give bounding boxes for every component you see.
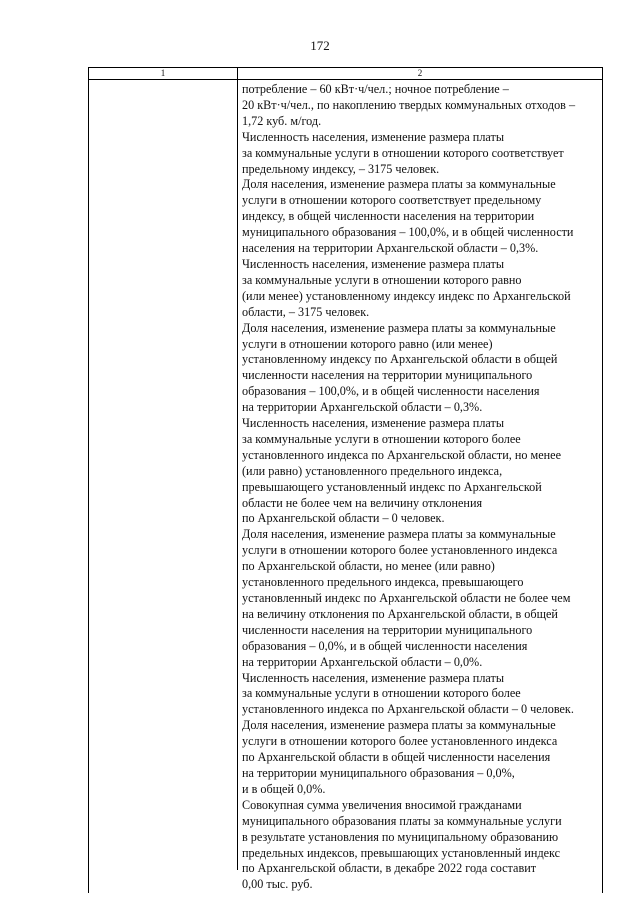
text-line: услуги в отношении которого более установленного индекса	[242, 734, 558, 749]
text-line: индексу, в общей численности населения на территории	[242, 209, 535, 224]
column-2-cell	[238, 80, 602, 893]
text-line: в результате установления по муниципальному образованию	[242, 829, 559, 844]
text-line: на территории Архангельской области – 0,3%.	[242, 400, 483, 415]
text-line: предельных индексов, превышающих установленный индекс	[242, 845, 561, 860]
text-line: установленного предельного индекса, превышающего	[242, 575, 524, 590]
column-1-cell	[89, 80, 238, 870]
text-line: услуги в отношении которого более установленного индекса	[242, 543, 558, 558]
text-line: численности населения на территории муниципального	[242, 622, 533, 637]
text-line: на территории Архангельской области – 0,0%.	[242, 654, 483, 669]
column-header-1: 1	[89, 68, 238, 79]
text-line: установленный индекс по Архангельской области не более чем	[242, 591, 571, 605]
document-table	[88, 67, 603, 893]
text-line: 0,00 тыс. руб.	[242, 877, 313, 892]
text-line: Численность населения, изменение размера платы	[242, 129, 505, 144]
column-header-2: 2	[417, 68, 423, 78]
text-line: области, – 3175 человек.	[242, 304, 370, 319]
text-line: услуги в отношении которого соответствует предельному	[242, 193, 542, 208]
text-line: 1,72 куб. м/год.	[242, 113, 322, 128]
text-line: Доля населения, изменение размера платы за коммунальные	[242, 718, 556, 733]
text-line: потребление – 60 кВт·ч/чел.; ночное потребление –	[242, 82, 509, 96]
text-line: Численность населения, изменение размера платы	[242, 416, 505, 431]
text-line: за коммунальные услуги в отношении которого равно	[242, 272, 522, 287]
text-line: и в общей 0,0%.	[242, 781, 326, 796]
page-number: 172	[310, 38, 330, 53]
text-line: области не более чем на величину отклонения	[242, 495, 483, 510]
text-line: на величину отклонения по Архангельской области, в общей	[242, 606, 558, 621]
text-line: по Архангельской области – 0 человек.	[242, 511, 445, 526]
text-line: 20 кВт·ч/чел., по накоплению твердых коммунальных отходов –	[242, 97, 576, 112]
text-line: образования – 0,0%, и в общей численности населения	[242, 638, 528, 653]
text-line: за коммунальные услуги в отношении которого более	[242, 686, 521, 701]
text-line: численности населения на территории муниципального	[242, 368, 533, 383]
text-line: за коммунальные услуги в отношении которого более	[242, 431, 521, 446]
text-line: установленного индекса по Архангельской области – 0 человек.	[242, 702, 574, 717]
text-line: Численность населения, изменение размера платы	[242, 670, 505, 685]
table-header-row	[89, 67, 602, 80]
table-body-row	[89, 80, 602, 893]
text-line: предельному индексу, – 3175 человек.	[242, 161, 440, 176]
text-line: превышающего установленный индекс по Архангельской	[242, 479, 542, 494]
text-line: за коммунальные услуги в отношении которого соответствует	[242, 145, 564, 160]
text-line: населения на территории Архангельской области – 0,3%.	[242, 241, 539, 256]
text-line: Доля населения, изменение размера платы за коммунальные	[242, 320, 556, 335]
text-line: по Архангельской области, но менее (или равно)	[242, 559, 495, 574]
text-line: услуги в отношении которого равно (или менее)	[242, 336, 493, 351]
text-line: Доля населения, изменение размера платы за коммунальные	[242, 527, 556, 542]
text-line: (или равно) установленного предельного индекса,	[242, 463, 503, 478]
text-line: по Архангельской области, в декабре 2022 года составит	[242, 861, 537, 876]
text-line: Численность населения, изменение размера платы	[242, 256, 505, 271]
text-line: по Архангельской области в общей численности населения	[242, 750, 551, 765]
text-line: образования – 100,0%, и в общей численности населения	[242, 384, 540, 399]
text-line: установленному индексу по Архангельской области в общей	[242, 352, 558, 367]
text-line: (или менее) установленному индексу индекс по Архангельской	[242, 288, 571, 303]
text-line: Совокупная сумма увеличения вносимой гражданами	[242, 797, 522, 812]
text-line: муниципального образования платы за коммунальные услуги	[242, 813, 562, 828]
text-line: муниципального образования – 100,0%, и в общей численности	[242, 225, 574, 240]
text-line: Доля населения, изменение размера платы за коммунальные	[242, 177, 556, 192]
text-line: установленного индекса по Архангельской области, но менее	[242, 447, 561, 462]
text-line: на территории муниципального образования – 0,0%,	[242, 765, 515, 780]
